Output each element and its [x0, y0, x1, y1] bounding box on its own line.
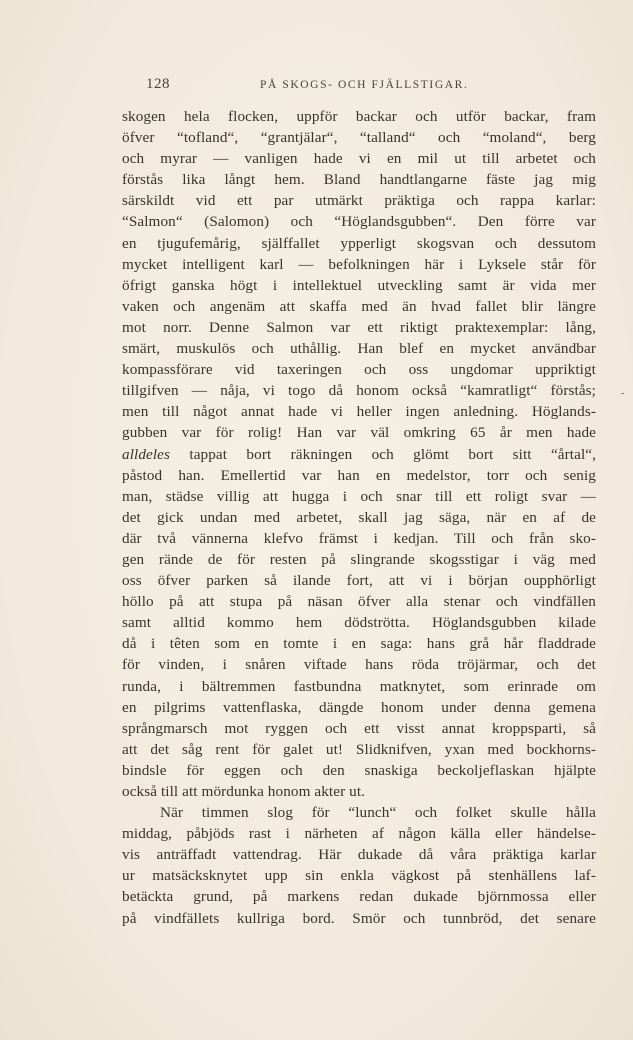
text-line: betäckta grund, på markens redan dukade björnmossa eller	[122, 888, 596, 906]
body-text	[122, 106, 596, 929]
running-head: PÅ SKOGS- OCH FJÄLLSTIGAR.	[260, 79, 469, 91]
text-line: på vindfällets kullriga bord. Smör och tunnbröd, det senare	[122, 909, 596, 927]
text-line: smärt, muskulös och uthållig. Han blef en mycket användbar	[122, 340, 596, 358]
text-line: påstod han. Emellertid var han en medelstor, torr och senig	[122, 466, 596, 484]
text-line: samt alltid kommo hem dödströtta. Höglandsgubben kilade	[122, 614, 596, 632]
text-line: där två vännerna klefvo främst i kedjan. Till och från sko-	[122, 529, 596, 547]
text-line: vaken och angenäm att skaffa med än hvad fallet blir längre	[122, 297, 596, 315]
text-line: att det såg rent för galet ut! Slidknifven, yxan med bockhorns-	[122, 740, 596, 758]
text-line: och myrar — vanligen hade vi en mil ut till arbetet och	[122, 150, 596, 168]
text-line: oss öfver parken så ilande fort, att vi i början oupphörligt	[122, 572, 596, 590]
text-line: förstås lika långt hem. Bland handtlangarne fäste jag mig	[122, 171, 596, 189]
text-line: öfver “tofland“, “grantjälar“, “talland“ och “moland“, berg	[122, 129, 596, 147]
text-line: en tjugufemårig, själffallet ypperligt skogsvan och dessutom	[122, 234, 596, 252]
text-line: men till något annat hade vi heller ingen anledning. Höglands-	[122, 403, 596, 421]
text-line: då i têten som en tomte i en saga: hans grå hår fladdrade	[122, 635, 596, 653]
text-line: en pilgrims vattenflaska, dängde honom under denna gemena	[122, 698, 596, 716]
text-line: man, städse villig att hugga i och snar till ett roligt svar —	[122, 487, 596, 505]
text-line: det gick undan med arbetet, skall jag säga, när en af de	[122, 508, 596, 526]
text-line: middag, påbjöds rast i närheten af någon källa eller händelse-	[122, 825, 596, 843]
text-line: tillgifven — nåja, vi togo då honom också “kamratligt“ förstås;	[122, 382, 596, 400]
emphasized-word: alldeles	[122, 445, 171, 463]
text-line: kompassförare vid taxeringen och oss ungdomar uppriktigt	[122, 361, 596, 379]
page-header	[146, 76, 596, 98]
text-line: ur matsäcksknytet upp sin enkla vägkost på stenhällens laf-	[122, 867, 596, 885]
text-line: mot norr. Denne Salmon var ett riktigt praktexemplar: lång,	[122, 318, 596, 336]
text-line: runda, i bältremmen fastbundna matknytet, som erinrade om	[122, 677, 596, 695]
margin-mark: -	[621, 388, 625, 399]
paragraph-start-line: När timmen slog för “lunch“ och folket skulle hålla	[160, 804, 596, 822]
text-line: språngmarsch mot ryggen och ett visst annat kroppsparti, så	[122, 719, 596, 737]
text-line: höllo på att stupa på näsan öfver alla stenar och vindfällen	[122, 593, 596, 611]
page-number: 128	[146, 76, 170, 92]
text-line-with-emphasis	[122, 444, 596, 465]
text-line: för vinden, i snåren viftade hans röda tröjärmar, och det	[122, 656, 596, 674]
text-line: skogen hela flocken, uppför backar och utför backar, fram	[122, 108, 596, 125]
text-line: “Salmon“ (Salomon) och “Höglandsgubben“. Den förre var	[122, 213, 596, 231]
paragraph-end-line: också till att mördunka honom akter ut.	[122, 783, 366, 800]
text-line-rest: tappat bort räkningen och glömt bort sitt “årtal“,	[170, 445, 596, 463]
text-line: bindsle för eggen och den snaskiga beckoljeflaskan hjälpte	[122, 761, 596, 779]
text-line: vis anträffadt vattendrag. Här dukade då våra präktiga karlar	[122, 846, 596, 864]
text-line: gen rände de för resten på slingrande skogsstigar i väg med	[122, 550, 596, 568]
text-line: särskildt vid ett par utmärkt präktiga och rappa karlar:	[122, 192, 596, 210]
text-line: öfrigt ganska högt i intellektuel utveckling samt är vida mer	[122, 276, 596, 294]
text-line: gubben var för rolig! Han var väl omkring 65 år men hade	[122, 424, 596, 442]
text-line: mycket intelligent karl — befolkningen här i Lyksele står för	[122, 255, 596, 273]
